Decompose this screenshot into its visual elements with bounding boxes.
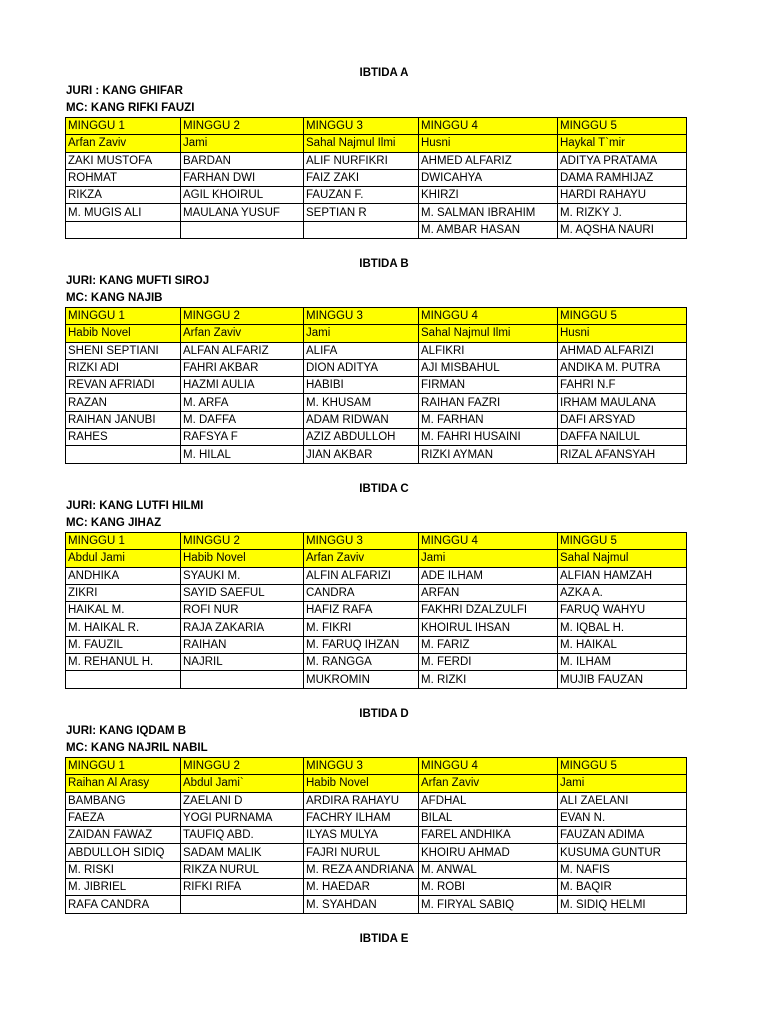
participant-cell: TAUFIQ ABD. <box>181 827 304 844</box>
participant-cell: BILAL <box>419 809 558 826</box>
participant-cell: HAFIZ RAFA <box>304 602 419 619</box>
participant-cell: RAIHAN <box>181 636 304 653</box>
week-header-cell: MINGGU 4 <box>419 118 558 135</box>
host-cell: Abdul Jami` <box>181 775 304 792</box>
participant-cell: ANDIKA M. PUTRA <box>558 359 687 376</box>
juri-label: JURI: KANG MUFTI SIROJ <box>66 275 210 287</box>
table-row <box>66 654 687 671</box>
table-row <box>66 567 687 584</box>
participant-cell: MAULANA YUSUF <box>181 204 304 221</box>
participant-cell: M. SIDIQ HELMI <box>558 896 687 913</box>
week-header-cell: MINGGU 2 <box>181 758 304 775</box>
participant-cell: ILYAS MULYA <box>304 827 419 844</box>
participant-cell: M. ROBI <box>419 879 558 896</box>
participant-cell: KHOIRUL IHSAN <box>419 619 558 636</box>
participant-cell: ALIFA <box>304 342 419 359</box>
host-cell: Abdul Jami <box>66 550 181 567</box>
participant-cell: M. FIKRI <box>304 619 419 636</box>
participant-cell: ABDULLOH SIDIQ <box>66 844 181 861</box>
week-header-cell: MINGGU 1 <box>66 533 181 550</box>
table-row <box>66 359 687 376</box>
participant-cell: ARDIRA RAHAYU <box>304 792 419 809</box>
participant-cell: FAJRI NURUL <box>304 844 419 861</box>
mc-label: MC: KANG JIHAZ <box>66 517 162 529</box>
host-cell: Sahal Najmul Ilmi <box>304 135 419 152</box>
participant-cell: DWICAHYA <box>419 169 558 186</box>
participant-cell: SYAUKI M. <box>181 567 304 584</box>
participant-cell: AHMED ALFARIZ <box>419 152 558 169</box>
host-cell: Arfan Zaviv <box>419 775 558 792</box>
participant-cell: RAFA CANDRA <box>66 896 181 913</box>
host-row <box>66 550 687 567</box>
week-header-cell: MINGGU 1 <box>66 118 181 135</box>
participant-cell: ALI ZAELANI <box>558 792 687 809</box>
participant-cell: CANDRA <box>304 584 419 601</box>
table-row <box>66 584 687 601</box>
participant-cell: M. FARHAN <box>419 411 558 428</box>
participant-cell: FAUZAN ADIMA <box>558 827 687 844</box>
table-row <box>66 844 687 861</box>
table-row <box>66 394 687 411</box>
participant-cell: M. FERDI <box>419 654 558 671</box>
week-header-cell: MINGGU 5 <box>558 758 687 775</box>
mc-label: MC: KANG NAJRIL NABIL <box>66 742 208 754</box>
participant-cell: M. IQBAL H. <box>558 619 687 636</box>
host-cell: Jami <box>419 550 558 567</box>
host-cell: Jami <box>558 775 687 792</box>
participant-cell: FAHRI AKBAR <box>181 359 304 376</box>
roster-table-ibtida-a <box>65 117 687 239</box>
participant-cell: ZAIDAN FAWAZ <box>66 827 181 844</box>
participant-cell: FAKHRI DZALZULFI <box>419 602 558 619</box>
table-row <box>66 792 687 809</box>
section-title-ibtida-e: IBTIDA E <box>359 933 409 945</box>
participant-cell: HABIBI <box>304 377 419 394</box>
week-header-cell: MINGGU 2 <box>181 308 304 325</box>
host-cell: Habib Novel <box>304 775 419 792</box>
participant-cell: M. SYAHDAN <box>304 896 419 913</box>
week-header-cell: MINGGU 3 <box>304 308 419 325</box>
participant-cell: AZIZ ABDULLOH <box>304 429 419 446</box>
participant-cell <box>66 446 181 463</box>
week-header-cell: MINGGU 5 <box>558 533 687 550</box>
participant-cell: FAHRI N.F <box>558 377 687 394</box>
participant-cell: DAFFA NAILUL <box>558 429 687 446</box>
participant-cell: RIKZA NURUL <box>181 861 304 878</box>
participant-cell: M. HAIKAL R. <box>66 619 181 636</box>
participant-cell: KHIRZI <box>419 187 558 204</box>
week-header-row <box>66 118 687 135</box>
participant-cell: M. ILHAM <box>558 654 687 671</box>
participant-cell: SADAM MALIK <box>181 844 304 861</box>
participant-cell: MUJIB FAUZAN <box>558 671 687 688</box>
participant-cell: ZAELANI D <box>181 792 304 809</box>
week-header-cell: MINGGU 5 <box>558 118 687 135</box>
participant-cell: M. FARUQ IHZAN <box>304 636 419 653</box>
participant-cell: SEPTIAN R <box>304 204 419 221</box>
table-row <box>66 446 687 463</box>
host-cell: Sahal Najmul Ilmi <box>419 325 558 342</box>
participant-cell: M. MUGIS ALI <box>66 204 181 221</box>
participant-cell: FIRMAN <box>419 377 558 394</box>
participant-cell: DAMA RAMHIJAZ <box>558 169 687 186</box>
participant-cell <box>181 671 304 688</box>
participant-cell: ROHMAT <box>66 169 181 186</box>
host-cell: Raihan Al Arasy <box>66 775 181 792</box>
participant-cell: ALFAN ALFARIZ <box>181 342 304 359</box>
participant-cell: M. FIRYAL SABIQ <box>419 896 558 913</box>
participant-cell <box>66 221 181 238</box>
participant-cell: AHMAD ALFARIZI <box>558 342 687 359</box>
participant-cell: ZAKI MUSTOFA <box>66 152 181 169</box>
participant-cell: ADE ILHAM <box>419 567 558 584</box>
participant-cell: DAFI ARSYAD <box>558 411 687 428</box>
participant-cell: M. FAHRI HUSAINI <box>419 429 558 446</box>
participant-cell: FAUZAN F. <box>304 187 419 204</box>
participant-cell: RAIHAN FAZRI <box>419 394 558 411</box>
week-header-cell: MINGGU 4 <box>419 533 558 550</box>
participant-cell: FAEZA <box>66 809 181 826</box>
participant-cell: SAYID SAEFUL <box>181 584 304 601</box>
roster-table-ibtida-d <box>65 757 687 914</box>
participant-cell: M. KHUSAM <box>304 394 419 411</box>
participant-cell: M. HILAL <box>181 446 304 463</box>
participant-cell: BARDAN <box>181 152 304 169</box>
table-row <box>66 429 687 446</box>
participant-cell: RAJA ZAKARIA <box>181 619 304 636</box>
table-row <box>66 602 687 619</box>
table-row <box>66 187 687 204</box>
participant-cell <box>304 221 419 238</box>
participant-cell: IRHAM MAULANA <box>558 394 687 411</box>
participant-cell: FARUQ WAHYU <box>558 602 687 619</box>
table-row <box>66 896 687 913</box>
participant-cell: RIFKI RIFA <box>181 879 304 896</box>
participant-cell: SHENI SEPTIANI <box>66 342 181 359</box>
participant-cell: BAMBANG <box>66 792 181 809</box>
participant-cell: M. DAFFA <box>181 411 304 428</box>
week-header-row <box>66 533 687 550</box>
mc-label: MC: KANG NAJIB <box>66 292 163 304</box>
participant-cell: YOGI PURNAMA <box>181 809 304 826</box>
participant-cell: ADAM RIDWAN <box>304 411 419 428</box>
participant-cell: M. NAFIS <box>558 861 687 878</box>
table-row <box>66 221 687 238</box>
host-row <box>66 135 687 152</box>
week-header-cell: MINGGU 5 <box>558 308 687 325</box>
participant-cell: EVAN N. <box>558 809 687 826</box>
roster-table-ibtida-c <box>65 532 687 689</box>
participant-cell: M. RANGGA <box>304 654 419 671</box>
table-row <box>66 169 687 186</box>
host-cell: Habib Novel <box>181 550 304 567</box>
section-title-ibtida-c: IBTIDA C <box>359 483 409 495</box>
participant-cell: REVAN AFRIADI <box>66 377 181 394</box>
table-row <box>66 377 687 394</box>
host-cell: Habib Novel <box>66 325 181 342</box>
participant-cell: AGIL KHOIRUL <box>181 187 304 204</box>
participant-cell: RIKZA <box>66 187 181 204</box>
table-row <box>66 411 687 428</box>
host-cell: Arfan Zaviv <box>181 325 304 342</box>
section-title-ibtida-b: IBTIDA B <box>359 258 409 270</box>
table-row <box>66 879 687 896</box>
participant-cell: M. ANWAL <box>419 861 558 878</box>
roster-table-ibtida-b <box>65 307 687 464</box>
participant-cell: FAREL ANDHIKA <box>419 827 558 844</box>
section-title-ibtida-d: IBTIDA D <box>359 708 409 720</box>
participant-cell: ADITYA PRATAMA <box>558 152 687 169</box>
participant-cell: M. RIZKI <box>419 671 558 688</box>
table-row <box>66 861 687 878</box>
mc-label: MC: KANG RIFKI FAUZI <box>66 102 195 114</box>
table-row <box>66 671 687 688</box>
week-header-cell: MINGGU 3 <box>304 118 419 135</box>
participant-cell: ANDHIKA <box>66 567 181 584</box>
participant-cell: NAJRIL <box>181 654 304 671</box>
host-cell: Husni <box>558 325 687 342</box>
table-row <box>66 809 687 826</box>
participant-cell: M. RIZKY J. <box>558 204 687 221</box>
participant-cell: KUSUMA GUNTUR <box>558 844 687 861</box>
participant-cell: M. HAEDAR <box>304 879 419 896</box>
participant-cell: M. BAQIR <box>558 879 687 896</box>
table-row <box>66 827 687 844</box>
participant-cell: ZIKRI <box>66 584 181 601</box>
week-header-cell: MINGGU 4 <box>419 308 558 325</box>
week-header-cell: MINGGU 1 <box>66 758 181 775</box>
participant-cell: FARHAN DWI <box>181 169 304 186</box>
participant-cell: M. RISKI <box>66 861 181 878</box>
participant-cell: ALFIKRI <box>419 342 558 359</box>
participant-cell: AZKA A. <box>558 584 687 601</box>
participant-cell: M. AQSHA NAURI <box>558 221 687 238</box>
participant-cell <box>181 221 304 238</box>
participant-cell: FACHRY ILHAM <box>304 809 419 826</box>
host-row <box>66 325 687 342</box>
participant-cell: FAIZ ZAKI <box>304 169 419 186</box>
participant-cell: AJI MISBAHUL <box>419 359 558 376</box>
participant-cell: KHOIRU AHMAD <box>419 844 558 861</box>
host-cell: Sahal Najmul <box>558 550 687 567</box>
host-cell: Arfan Zaviv <box>66 135 181 152</box>
participant-cell: RIZKI AYMAN <box>419 446 558 463</box>
host-cell: Jami <box>181 135 304 152</box>
participant-cell: M. REHANUL H. <box>66 654 181 671</box>
participant-cell: DION ADITYA <box>304 359 419 376</box>
table-row <box>66 636 687 653</box>
host-cell: Haykal T`mir <box>558 135 687 152</box>
table-row <box>66 152 687 169</box>
juri-label: JURI : KANG GHIFAR <box>66 85 183 97</box>
week-header-cell: MINGGU 3 <box>304 758 419 775</box>
juri-label: JURI: KANG LUTFI HILMI <box>66 500 204 512</box>
host-row <box>66 775 687 792</box>
participant-cell: M. JIBRIEL <box>66 879 181 896</box>
juri-label: JURI: KANG IQDAM B <box>66 725 187 737</box>
host-cell: Jami <box>304 325 419 342</box>
table-row <box>66 204 687 221</box>
section-title-ibtida-a: IBTIDA A <box>359 67 409 79</box>
week-header-row <box>66 758 687 775</box>
participant-cell: JIAN AKBAR <box>304 446 419 463</box>
participant-cell: M. HAIKAL <box>558 636 687 653</box>
participant-cell: M. AMBAR HASAN <box>419 221 558 238</box>
week-header-cell: MINGGU 4 <box>419 758 558 775</box>
week-header-cell: MINGGU 3 <box>304 533 419 550</box>
participant-cell: M. FARIZ <box>419 636 558 653</box>
participant-cell: ROFI NUR <box>181 602 304 619</box>
participant-cell: ALIF NURFIKRI <box>304 152 419 169</box>
participant-cell: AFDHAL <box>419 792 558 809</box>
participant-cell: ARFAN <box>419 584 558 601</box>
table-row <box>66 619 687 636</box>
participant-cell: M. SALMAN IBRAHIM <box>419 204 558 221</box>
participant-cell: HAZMI AULIA <box>181 377 304 394</box>
table-row <box>66 342 687 359</box>
participant-cell: RAIHAN JANUBI <box>66 411 181 428</box>
participant-cell: M. FAUZIL <box>66 636 181 653</box>
participant-cell: RAHES <box>66 429 181 446</box>
week-header-row <box>66 308 687 325</box>
participant-cell <box>66 671 181 688</box>
participant-cell: MUKROMIN <box>304 671 419 688</box>
host-cell: Husni <box>419 135 558 152</box>
participant-cell: ALFIAN HAMZAH <box>558 567 687 584</box>
participant-cell: ALFIN ALFARIZI <box>304 567 419 584</box>
participant-cell: HARDI RAHAYU <box>558 187 687 204</box>
host-cell: Arfan Zaviv <box>304 550 419 567</box>
participant-cell: RAFSYA F <box>181 429 304 446</box>
participant-cell <box>181 896 304 913</box>
participant-cell: RIZKI ADI <box>66 359 181 376</box>
week-header-cell: MINGGU 2 <box>181 533 304 550</box>
week-header-cell: MINGGU 1 <box>66 308 181 325</box>
participant-cell: RAZAN <box>66 394 181 411</box>
participant-cell: M. ARFA <box>181 394 304 411</box>
participant-cell: RIZAL AFANSYAH <box>558 446 687 463</box>
week-header-cell: MINGGU 2 <box>181 118 304 135</box>
participant-cell: HAIKAL M. <box>66 602 181 619</box>
participant-cell: M. REZA ANDRIANA <box>304 861 419 878</box>
